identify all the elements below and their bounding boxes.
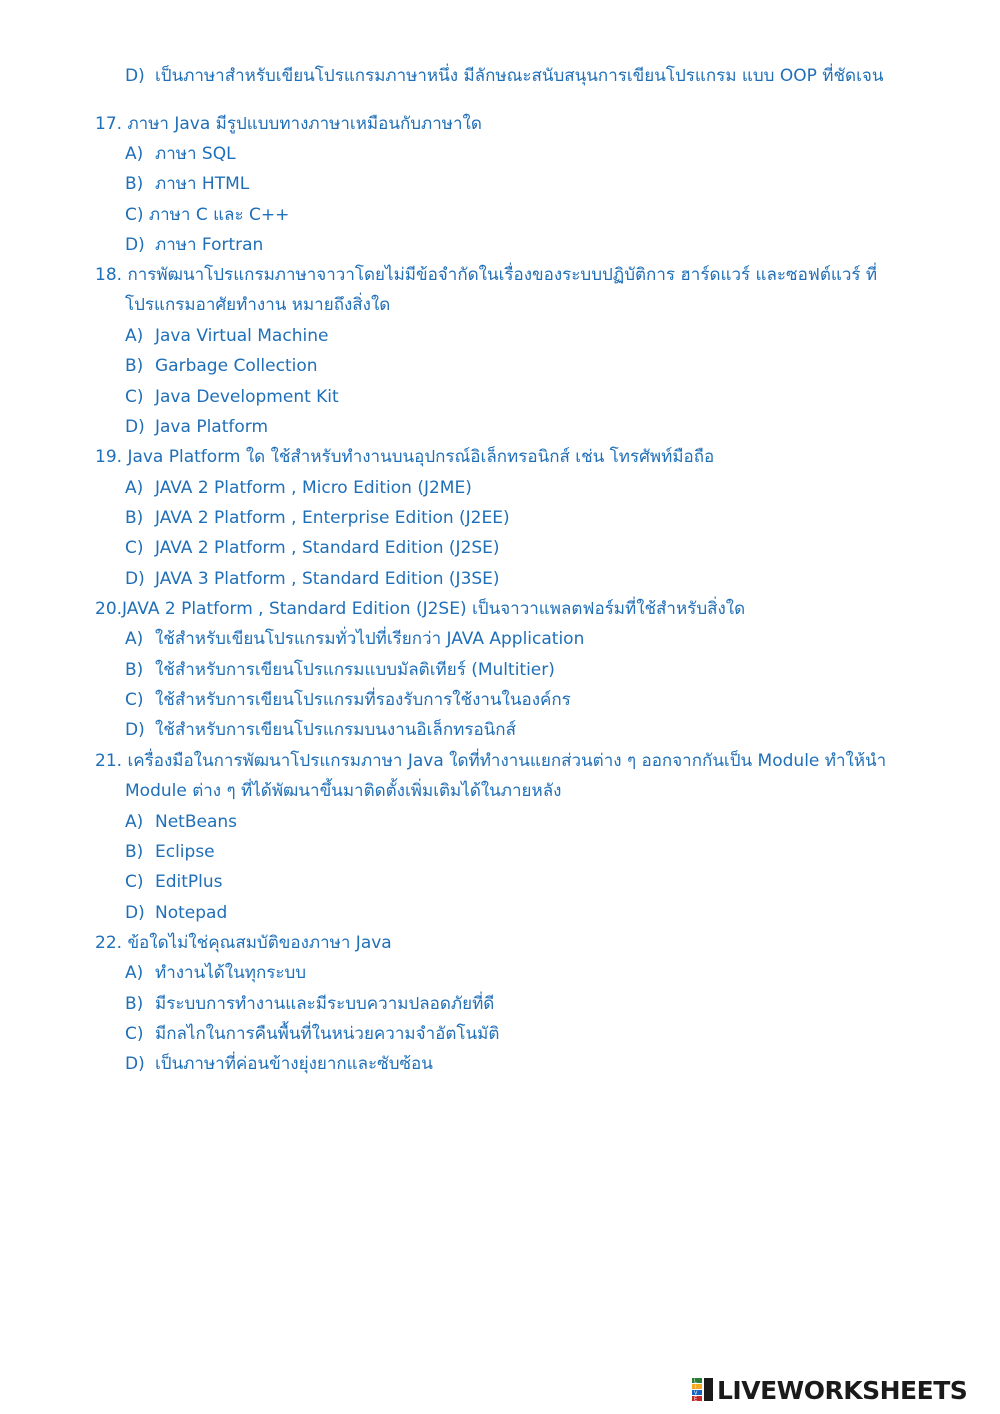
option-letter: B) bbox=[125, 660, 144, 680]
q22-option-b[interactable] bbox=[125, 993, 494, 1015]
option-letter: D) bbox=[125, 417, 145, 437]
q20-option-c[interactable] bbox=[125, 689, 571, 711]
q18-option-b[interactable] bbox=[125, 355, 318, 377]
option-letter: A) bbox=[125, 963, 144, 983]
q19-option-d[interactable] bbox=[125, 568, 500, 590]
option-letter: C) bbox=[125, 1024, 144, 1044]
q18-option-a[interactable] bbox=[125, 325, 328, 347]
option-text: ภาษา HTML bbox=[155, 174, 250, 194]
option-text: Garbage Collection bbox=[155, 356, 318, 376]
option-letter: A) bbox=[125, 144, 144, 164]
q17-option-c[interactable] bbox=[125, 204, 289, 226]
question-22-text: 22. ข้อใดไม่ใช่คุณสมบัติของภาษา Java bbox=[95, 933, 392, 953]
option-text: ทำงานได้ในทุกระบบ bbox=[155, 963, 307, 983]
question-19-text: 19. Java Platform ใด ใช้สำหรับทำงานบนอุปกรณ์อิเล็กทรอนิกส์ เช่น โทรศัพท์มือถือ bbox=[95, 447, 715, 467]
q17-option-a[interactable] bbox=[125, 143, 236, 165]
option-text: C) ภาษา C และ C++ bbox=[125, 205, 290, 225]
option-letter: D) bbox=[125, 1054, 145, 1074]
option-letter: D) bbox=[125, 903, 145, 923]
question-21-text-cont: Module ต่าง ๆ ที่ได้พัฒนาขึ้นมาติดตั้งเพิ่มเติมได้ในภายหลัง bbox=[125, 781, 562, 801]
q17-option-d[interactable] bbox=[125, 234, 263, 256]
question-17-text: 17. ภาษา Java มีรูปแบบทางภาษาเหมือนกับภาษาใด bbox=[95, 114, 482, 134]
question-21-text: 21. เครื่องมือในการพัฒนาโปรแกรมภาษา Java ใดที่ทำงานแยกส่วนต่าง ๆ ออกจากกันเป็น Module ทำให้นำ bbox=[95, 751, 887, 771]
option-text: มีกลไกในการคืนพื้นที่ในหน่วยความจำอัตโนมัติ bbox=[155, 1024, 500, 1044]
option-letter: A) bbox=[125, 478, 144, 498]
q22-option-a[interactable] bbox=[125, 962, 306, 984]
option-letter: D) bbox=[125, 66, 145, 86]
option-letter: B) bbox=[125, 842, 144, 862]
option-text: EditPlus bbox=[155, 872, 223, 892]
option-text: ภาษา SQL bbox=[155, 144, 236, 164]
q19-option-b[interactable] bbox=[125, 507, 510, 529]
prev-question-option-d[interactable] bbox=[125, 65, 883, 87]
option-text: Notepad bbox=[155, 903, 228, 923]
svg-text:E: E bbox=[694, 1396, 698, 1402]
q21-option-c[interactable] bbox=[125, 871, 223, 893]
question-20-text: 20.JAVA 2 Platform , Standard Edition (J2SE) เป็นจาวาแพลตฟอร์มที่ใช้สำหรับสิ่งใด bbox=[95, 599, 746, 619]
question-18-text: 18. การพัฒนาโปรแกรมภาษาจาวาโดยไม่มีข้อจำกัดในเรื่องของระบบปฏิบัติการ ฮาร์ดแวร์ และซอฟต์แวร์ ที่ bbox=[95, 265, 878, 285]
option-letter: B) bbox=[125, 994, 144, 1014]
q21-option-b[interactable] bbox=[125, 841, 215, 863]
option-text: Java Virtual Machine bbox=[155, 326, 329, 346]
liveworksheets-wordmark: LIVEWORKSHEETS bbox=[717, 1375, 968, 1405]
question-18-text-cont: โปรแกรมอาศัยทำงาน หมายถึงสิ่งใด bbox=[125, 295, 391, 315]
option-text: JAVA 2 Platform , Standard Edition (J2SE) bbox=[155, 538, 500, 558]
q22-option-c[interactable] bbox=[125, 1023, 499, 1045]
q19-option-a[interactable] bbox=[125, 477, 472, 499]
q18-option-d[interactable] bbox=[125, 416, 268, 438]
q21-option-a[interactable] bbox=[125, 811, 237, 833]
q21-option-d[interactable] bbox=[125, 902, 227, 924]
option-text: ใช้สำหรับการเขียนโปรแกรมที่รองรับการใช้งานในองค์กร bbox=[155, 690, 571, 710]
q18-option-c[interactable] bbox=[125, 386, 339, 408]
option-text: JAVA 2 Platform , Micro Edition (J2ME) bbox=[155, 478, 472, 498]
q22-option-d[interactable] bbox=[125, 1053, 433, 1075]
option-text: เป็นภาษาที่ค่อนข้างยุ่งยากและซับซ้อน bbox=[155, 1054, 433, 1074]
option-letter: C) bbox=[125, 872, 144, 892]
option-letter: D) bbox=[125, 235, 145, 255]
liveworksheets-brand bbox=[692, 1375, 992, 1405]
option-text: Java Development Kit bbox=[155, 387, 339, 407]
option-text: ใช้สำหรับเขียนโปรแกรมทั่วไปที่เรียกว่า JAVA Application bbox=[155, 629, 585, 649]
option-text: Eclipse bbox=[155, 842, 215, 862]
option-text: ภาษา Fortran bbox=[155, 235, 264, 255]
option-letter: C) bbox=[125, 387, 144, 407]
option-letter: B) bbox=[125, 508, 144, 528]
option-text: JAVA 3 Platform , Standard Edition (J3SE) bbox=[155, 569, 500, 589]
option-letter: A) bbox=[125, 326, 144, 346]
option-text: ใช้สำหรับการเขียนโปรแกรมแบบมัลติเทียร์ (Multitier) bbox=[155, 660, 555, 680]
q17-option-b[interactable] bbox=[125, 173, 249, 195]
svg-text:I: I bbox=[695, 1384, 697, 1391]
q19-option-c[interactable] bbox=[125, 537, 500, 559]
option-letter: C) bbox=[125, 538, 144, 558]
svg-text:L: L bbox=[694, 1378, 697, 1385]
option-text: มีระบบการทำงานและมีระบบความปลอดภัยที่ดี bbox=[155, 994, 495, 1014]
option-letter: D) bbox=[125, 569, 145, 589]
q20-option-a[interactable] bbox=[125, 628, 584, 650]
option-text: JAVA 2 Platform , Enterprise Edition (J2EE) bbox=[155, 508, 510, 528]
option-text: เป็นภาษาสำหรับเขียนโปรแกรมภาษาหนึ่ง มีลักษณะสนับสนุนการเขียนโปรแกรม แบบ OOP ที่ชัดเจน bbox=[155, 66, 884, 86]
q20-option-d[interactable] bbox=[125, 719, 516, 741]
option-text: Java Platform bbox=[155, 417, 269, 437]
svg-text:V: V bbox=[694, 1390, 698, 1397]
option-letter: A) bbox=[125, 629, 144, 649]
option-letter: D) bbox=[125, 720, 145, 740]
q20-option-b[interactable] bbox=[125, 659, 555, 681]
liveworksheets-logo-icon bbox=[692, 1378, 714, 1402]
option-letter: C) bbox=[125, 690, 144, 710]
option-text: ใช้สำหรับการเขียนโปรแกรมบนงานอิเล็กทรอนิกส์ bbox=[155, 720, 516, 740]
option-letter: B) bbox=[125, 356, 144, 376]
option-text: NetBeans bbox=[155, 812, 238, 832]
option-letter: B) bbox=[125, 174, 144, 194]
option-letter: A) bbox=[125, 812, 144, 832]
